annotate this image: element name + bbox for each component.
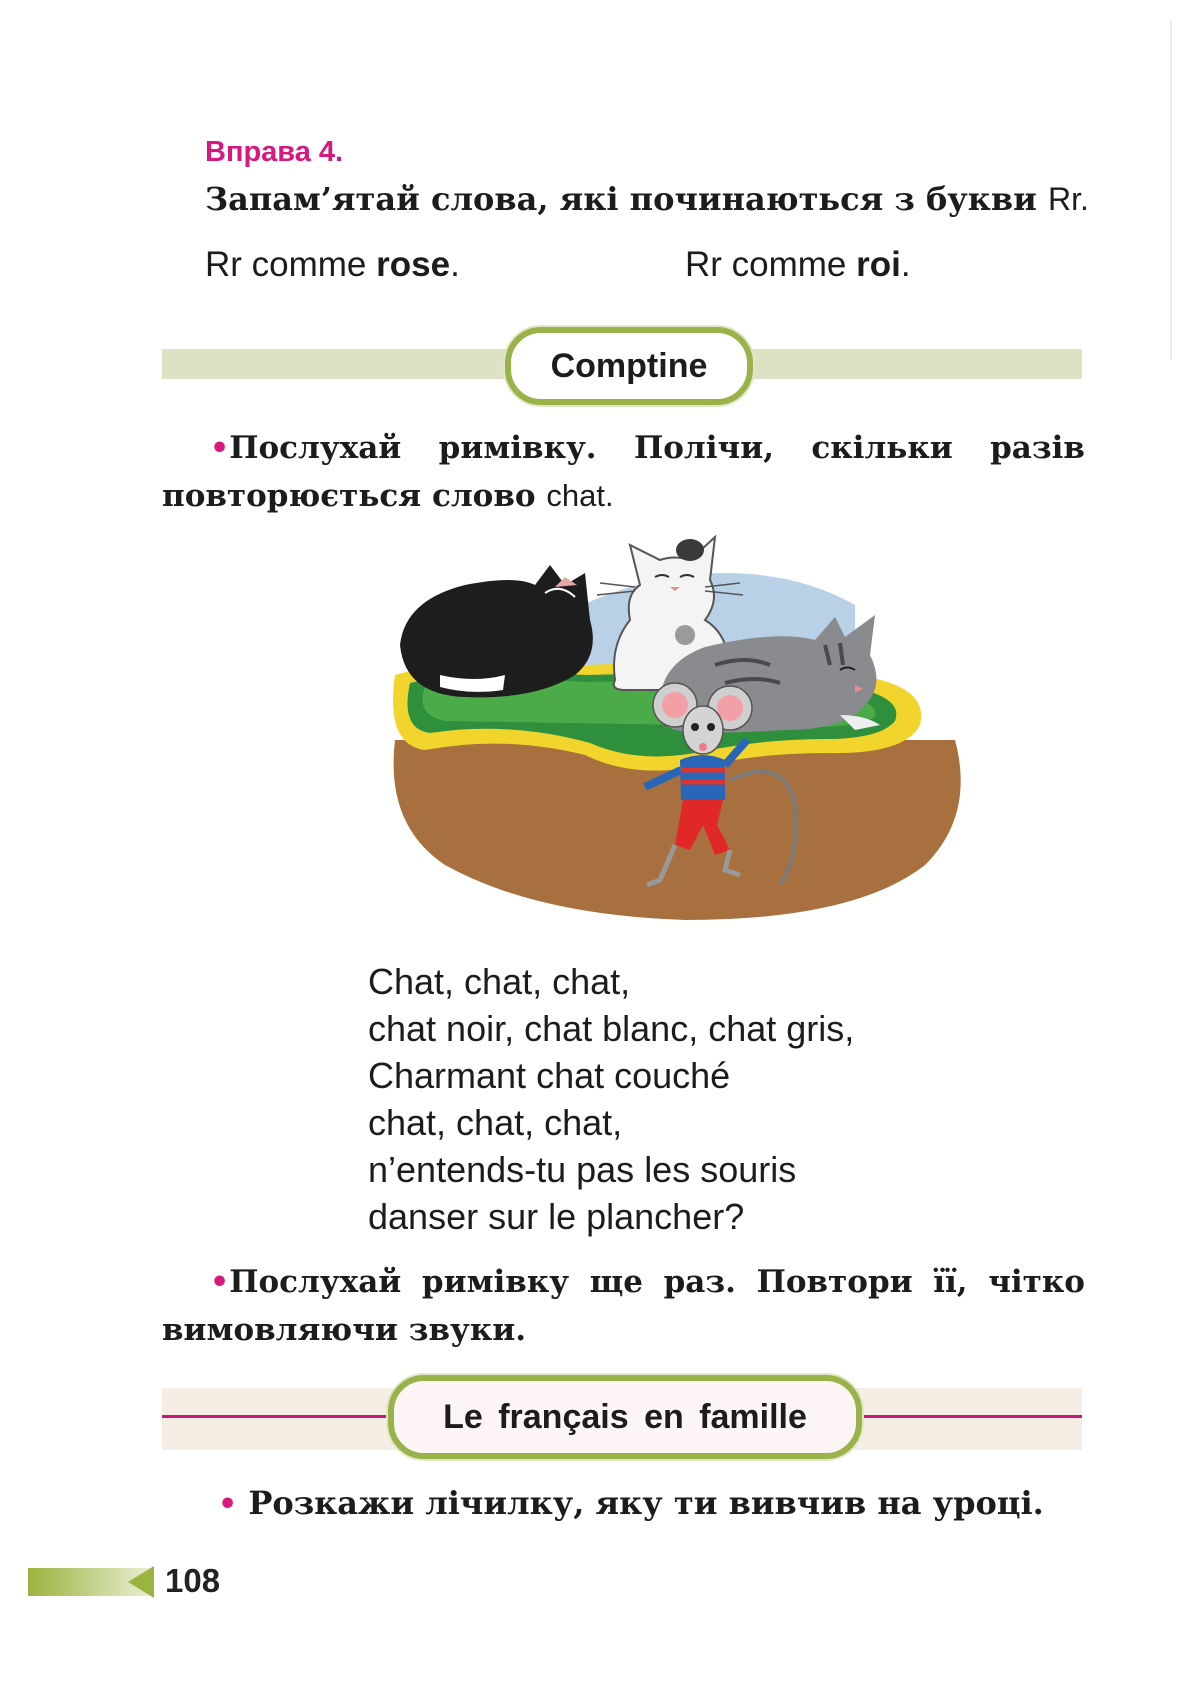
poem-line: Chat, chat, chat, (368, 961, 631, 1002)
page-edge-line (1170, 20, 1172, 360)
bullet-icon: • (210, 1265, 230, 1300)
example-prefix: Rr comme (685, 245, 857, 284)
instruction-word: римівку. (438, 430, 597, 466)
bullet-icon: • (210, 431, 230, 466)
comptine-heading: Comptine (505, 327, 753, 405)
exercise-instruction (205, 180, 1089, 218)
poem-line: Charmant chat couché (368, 1055, 731, 1096)
instruction-word: •Послухай (210, 1264, 402, 1300)
page-number: 108 (165, 1562, 221, 1599)
comptine-instruction-1 (210, 424, 1085, 473)
instruction-word: римівку (421, 1264, 570, 1300)
famille-heading: Le français en famille (388, 1375, 862, 1459)
instruction-word: Повтори (756, 1264, 913, 1300)
example-rose (205, 245, 460, 285)
exercise-instruction-letters: Rr. (1047, 181, 1089, 217)
bullet-icon: • (218, 1487, 238, 1522)
cats-and-mouse-illustration (385, 525, 970, 950)
poem (368, 958, 854, 1240)
famille-instruction (218, 1484, 1044, 1522)
poem-line: chat noir, chat blanc, chat gris, (368, 1008, 855, 1049)
instruction-word: її, (933, 1264, 968, 1300)
example-word: rose (376, 245, 451, 284)
instruction-word: скільки (811, 430, 953, 466)
poem-line: danser sur le plancher? (368, 1196, 745, 1237)
comptine-instruction-2-line2: вимовляючи звуки. (162, 1312, 527, 1348)
poem-line: n’entends-tu pas les souris (368, 1149, 797, 1190)
example-roi (685, 245, 911, 285)
exercise-title: Вправа 4. (205, 136, 344, 168)
comptine-instruction-1-line2 (162, 472, 614, 520)
instruction-word: разів (990, 430, 1085, 466)
famille-instruction-text: Розкажи лічилку, яку ти вивчив на уроці. (248, 1484, 1044, 1522)
example-suffix: . (900, 245, 911, 284)
instruction-word: чітко (988, 1264, 1085, 1300)
exercise-instruction-text: Запам’ятай слова, які починаються з букви (205, 180, 1048, 218)
example-suffix: . (450, 245, 460, 284)
instruction-word: раз. (663, 1264, 736, 1300)
arrow-left-icon (128, 1566, 154, 1598)
comptine-instruction-2 (210, 1258, 1085, 1307)
example-word: roi (856, 245, 901, 284)
instruction-word: •Послухай (210, 430, 402, 466)
instruction-word: Полічи, (633, 430, 775, 466)
example-prefix: Rr comme (205, 245, 377, 284)
instruction-word: ще (589, 1264, 643, 1300)
instruction-chat-word: chat. (546, 478, 614, 513)
instruction-text: повторюється слово (162, 478, 547, 514)
poem-line: chat, chat, chat, (368, 1102, 623, 1143)
